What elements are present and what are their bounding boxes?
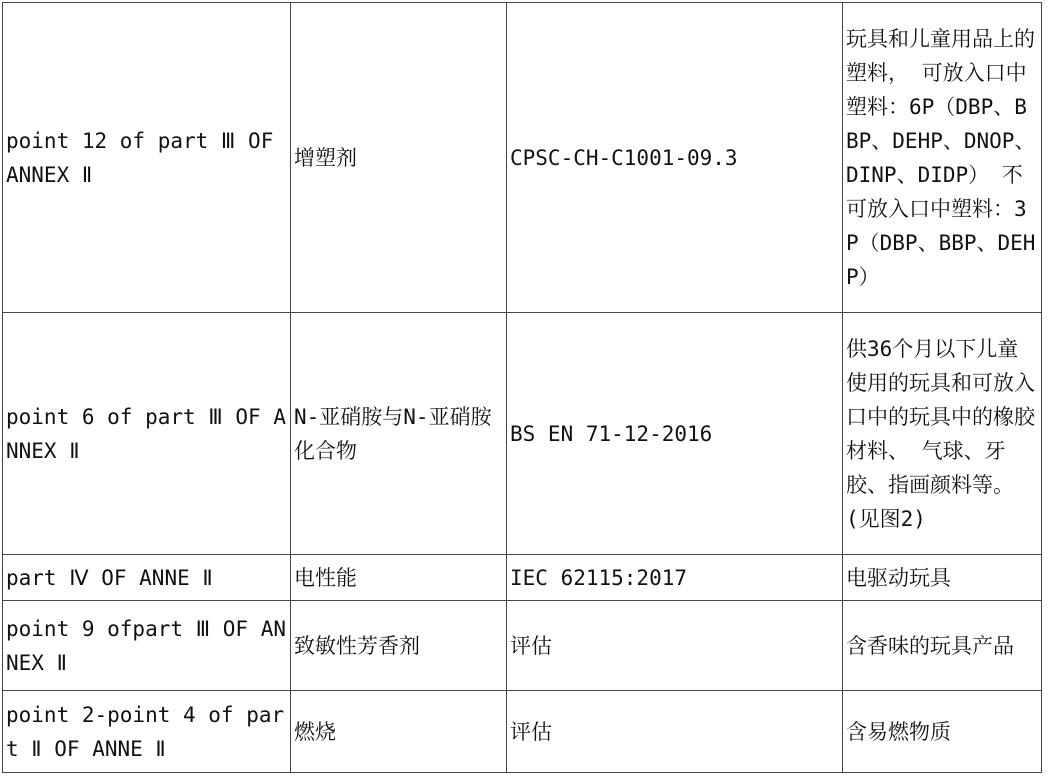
standard-cell: [507, 3, 843, 313]
clause-cell: [3, 555, 291, 601]
scope-cell: [843, 555, 1042, 601]
clause-text: point 2-point 4 of part Ⅱ OF ANNE Ⅱ: [6, 702, 285, 761]
clause-text: point 9 ofpart Ⅲ OF ANNEX Ⅱ: [6, 616, 286, 675]
item-text: 致敏性芳香剂: [294, 633, 420, 658]
standard-cell: [507, 313, 843, 555]
standard-cell: [507, 601, 843, 691]
clause-text: point 12 of part Ⅲ OF ANNEX Ⅱ: [6, 128, 274, 187]
clause-cell: [3, 313, 291, 555]
scope-text: 玩具和儿童用品上的塑料， 可放入口中塑料：6P（DBP、BBP、DEHP、DNOP、DINP、DIDP） 不可放入口中塑料：3P（DBP、BBP、DEHP）: [846, 26, 1036, 289]
clause-cell: [3, 691, 291, 773]
clause-cell: [3, 601, 291, 691]
table-row: [3, 691, 1042, 773]
item-text: N-亚硝胺与N-亚硝胺化合物: [294, 404, 492, 463]
scope-cell: [843, 3, 1042, 313]
item-cell: [291, 555, 507, 601]
scope-text: 含香味的玩具产品: [846, 633, 1014, 658]
item-text: 增塑剂: [294, 145, 357, 170]
scope-text: 电驱动玩具: [846, 565, 951, 590]
clause-text: point 6 of part Ⅲ OF ANNEX Ⅱ: [6, 404, 286, 463]
standard-text: CPSC-CH-C1001-09.3: [510, 145, 738, 170]
standard-text: 评估: [510, 719, 552, 744]
item-text: 电性能: [294, 565, 357, 590]
table-row: [3, 313, 1042, 555]
table-row: [3, 601, 1042, 691]
item-cell: [291, 691, 507, 773]
regulation-table: [2, 2, 1042, 773]
standard-cell: [507, 555, 843, 601]
item-text: 燃烧: [294, 719, 336, 744]
item-cell: [291, 3, 507, 313]
scope-cell: [843, 313, 1042, 555]
standard-text: 评估: [510, 633, 552, 658]
clause-cell: [3, 3, 291, 313]
clause-text: part Ⅳ OF ANNE Ⅱ: [6, 565, 213, 590]
standard-text: IEC 62115:2017: [510, 565, 688, 590]
item-cell: [291, 601, 507, 691]
standard-cell: [507, 691, 843, 773]
scope-text: 供36个月以下儿童使用的玩具和可放入口中的玩具中的橡胶材料、 气球、牙胶、指画颜料等。(见图2): [846, 336, 1035, 531]
scope-text: 含易燃物质: [846, 719, 951, 744]
scope-cell: [843, 691, 1042, 773]
table-row: [3, 3, 1042, 313]
item-cell: [291, 313, 507, 555]
standard-text: BS EN 71-12-2016: [510, 421, 713, 446]
scope-cell: [843, 601, 1042, 691]
table-row: [3, 555, 1042, 601]
